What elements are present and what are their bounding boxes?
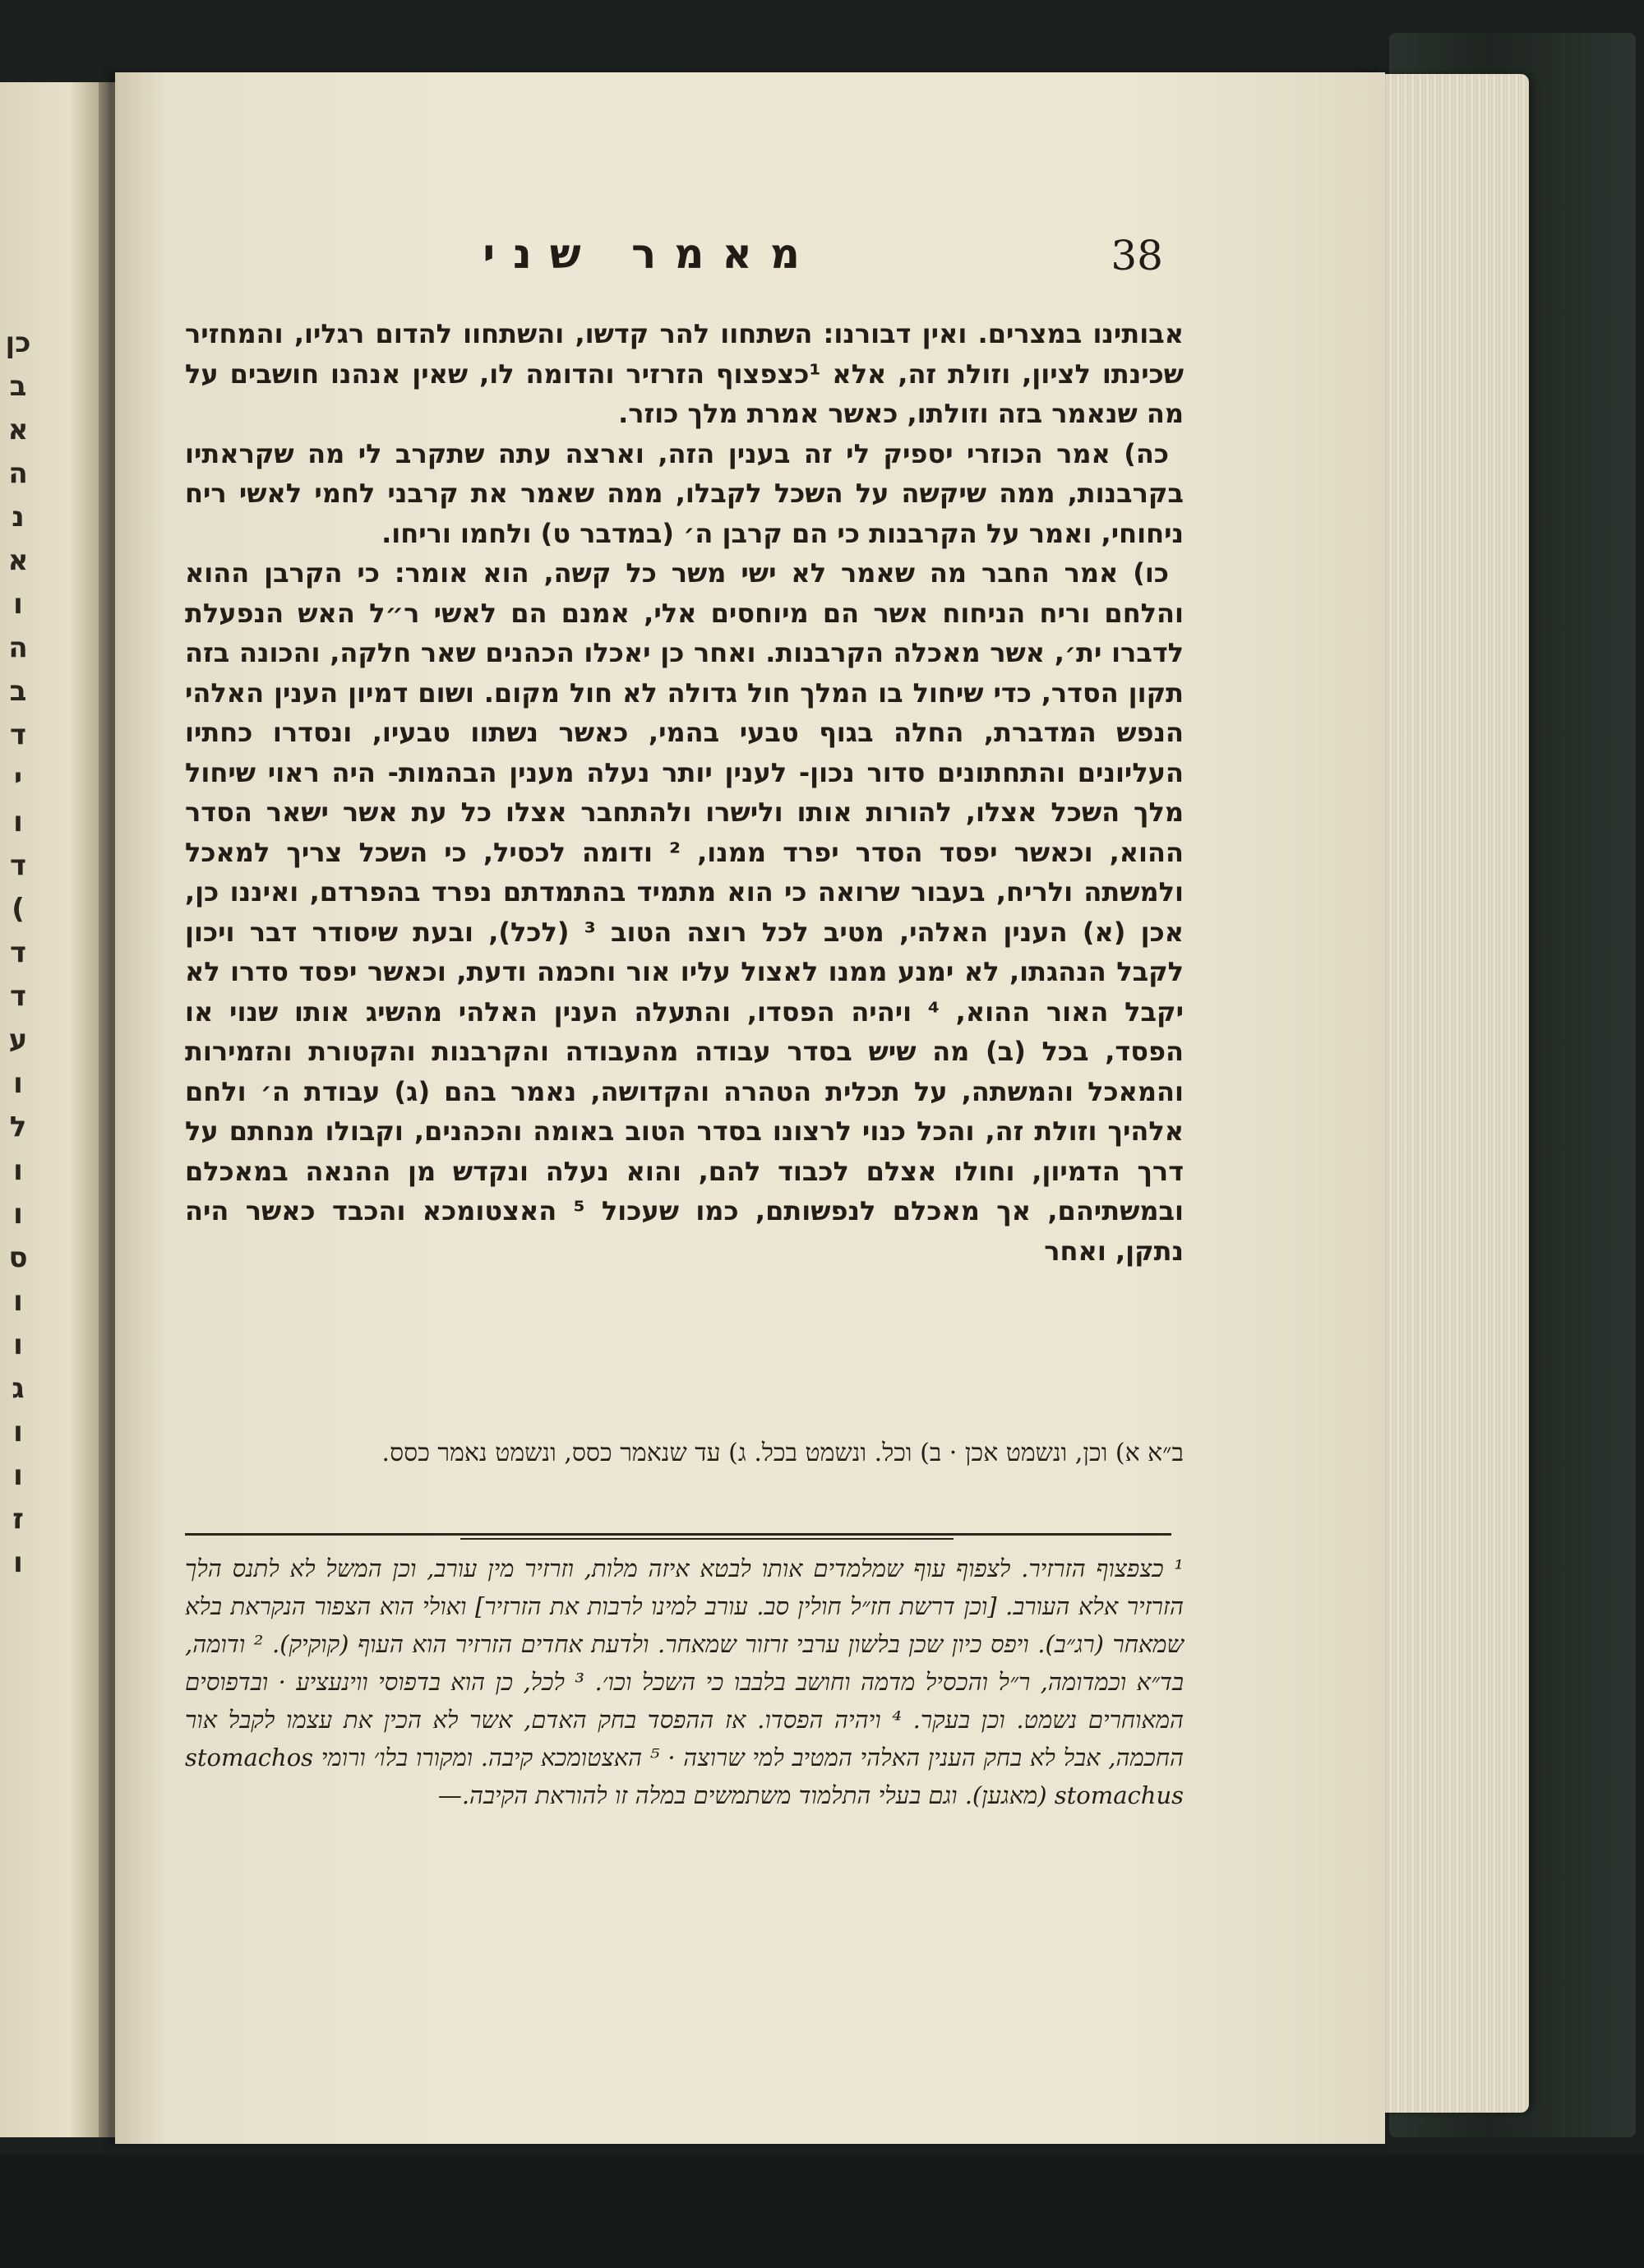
left-page-letter: ב xyxy=(9,370,27,403)
left-page-letter: ז xyxy=(12,1503,24,1536)
left-page-letter: ג xyxy=(12,1372,25,1405)
left-page-letter: ד xyxy=(10,849,26,882)
left-page-letter: א xyxy=(7,544,29,577)
left-page-letter: ו xyxy=(13,1546,23,1579)
paragraph: אבותינו במצרים. ואין דבורנו: השתחוו להר קדשו, והשתחוו להדום רגליו, והמחזיר שכינתו לציון, וזולת זה, אלא ¹כצפצוף הזרזיר והדומה לו, שאין אנהנו חושבים על מה שנאמר בזה וזולתו, כאשר אמרת מלך כוזר. xyxy=(185,318,1185,429)
left-page-letter: ל xyxy=(9,1111,27,1143)
left-page-letter: ו xyxy=(13,1154,23,1187)
left-page-letter: ( xyxy=(12,893,25,926)
page-header xyxy=(185,230,1163,296)
left-page-letter: ד xyxy=(10,980,26,1013)
left-page-letter: ד xyxy=(10,936,26,969)
left-page-letter: ה xyxy=(8,631,28,664)
left-page-letter: ע xyxy=(8,1023,28,1056)
left-page-letter: ו xyxy=(13,1459,23,1492)
left-page-letter: ס xyxy=(8,1241,28,1274)
footnote-divider-secondary xyxy=(460,1538,954,1540)
left-page-letter: א xyxy=(7,413,29,446)
paragraph: כה) אמר הכוזרי יספיק לי זה בענין הזה, וארצה עתה שתקרב לי מה שקראתיו בקרבנות, ממה שיקשה על השכל לקבלו, ממה שאמר את קרבני לחמי לאשי ריח ניחוחי, ואמר על הקרבנות כי הם קרבן ה׳ (במדבר ט) ולחמו וריחו. xyxy=(185,437,1184,549)
footnote: ¹ כצפצוף הזרזיר. לצפוף עוף שמלמדים אותו לבטא איזה מלות, וזרזיר מין עורב, וכן המשל לא לתנס הלך הזרזיר אלא העורב. [וכן דרשת חז״ל חולין סב. עורב למינו לרבות את הזרזיר] ואולי הוא הצפור הנקראת בלא שמאחר (רג״ב). ויפס כיון שכן בלשון ערבי זרזור שמאחר. ולדעת אחדים הזרזיר הוא העוף (קוקיק). ² ודומה, בד״א וכמדומה, ר״ל והכסיל מדמה וחושב בלבבו כי השכל וכו׳. ³ לכל, כן הוא בדפוסי ווינעציע · ובדפוסים המאוחרים נשמט. וכן בעקר. ⁴ ויהיה הפסדו. אז ההפסד בחק האדם, אשר לא הכין את עצמו לקבל אור החכמה, אבל לא בחק הענין האלהי המטיב למי שרוצה · ⁵ האצטומכא קיבה. ומקורו בלו׳ ורומי stomachos stomachus (מאגען). וגם בעלי התלמוד משתמשים במלה זו להוראת הקיבה.— xyxy=(185,1554,1185,1809)
left-page-letter: ד xyxy=(10,718,26,751)
paragraph: כו) אמר החבר מה שאמר לא ישי משר כל קשה, הוא אומר: כי הקרבן ההוא והלחם וריח הניחוח אשר הם מיוחסים אלי, אמנם הם לאשי ר״ל האש הנפעלת לדברו ית׳, אשר מאכלה הקרבנות. ואחר כן יאכלו הכהנים שאר חלקה, והכונה בזה תקון הסדר, כדי שיחול בו המלך חול גדולה לא חול מקום. ושום דמיון הענין האלהי הנפש המדברת, החלה בגוף טבעי בהמי, כאשר נשתוו טבעיו, ונסדרו כחתיו העליונים והתחתונים סדור נכון- לענין יותר נעלה מענין הבהמות- היה ראוי שיחול מלך השכל אצלו, להורות אותו ולישרו ולהתחבר אצלו כל עת אשר ישאר הסדר ההוא, וכאשר יפסד הסדר יפרד ממנו, ² ודומה לכסיל, כי השכל צריך למאכל ולמשתה ולריח, בעבור שרואה כי הוא מתמיד בהתמדתם נפרד בהפרדם, ואיננו כן, אכן (א) הענין האלהי, מטיב לכל רוצה הטוב ³ (לכל), ובעת שיסודר דבר ויכון לקבל הנהגתו, לא ימנע ממנו לאצול עליו אור וחכמה ודעת, וכאשר יפסד סדרו לא יקבל האור ההוא, ⁴ ויהיה הפסדו, והתעלה הענין האלהי מהשיג אותו שנוי או הפסד, בכל (ב) מה שיש בסדר עבודה מהעבודה והקרבנות והקטורת והזמירות והמאכל והמשתה, על תכלית הטהרה והקדושה, נאמר בהם (ג) עבודת ה׳ ולחם אלהיך וזולת זה, והכל כנוי לרצונו בסדר הטוב באומה והכהנים, וקבולו מנחתם על דרך הדמיון, וחולו אצלם לכבוד להם, והוא נעלה ונקדש מן ההנאה במאכלם ובמשתיהם, אך מאכלם לנפשותם, כמו שעכול ⁵ האצטומכא והכבד כאשר היה נתקן, ואחר xyxy=(185,557,1185,1267)
footnotes xyxy=(185,1550,1184,1814)
textual-variants: ב״א א) וכן, ונשמט אכן · ב) וכל. ונשמט בכל. ג) עד שנאמר כסס, ונשמט נאמר כסס. xyxy=(381,1439,1184,1467)
left-page-letter: כן xyxy=(5,326,31,359)
left-page-letter: ו xyxy=(13,1285,23,1318)
left-page-letter: ב xyxy=(9,675,27,708)
left-page-letter: נ xyxy=(12,501,25,534)
background xyxy=(0,2154,1644,2268)
left-page-letter: י xyxy=(13,762,22,795)
left-page-letter: ה xyxy=(8,457,28,490)
left-page-letter: ו xyxy=(13,1328,23,1361)
left-page-letter: ו xyxy=(13,1067,23,1100)
left-page-letter: ו xyxy=(13,1198,23,1231)
page-title: מאמר שני xyxy=(483,230,818,278)
left-page-letter: ו xyxy=(13,588,23,621)
body-text xyxy=(185,314,1184,1271)
left-facing-page xyxy=(0,82,99,2137)
page-number: 38 xyxy=(1111,232,1163,279)
footnote-divider xyxy=(185,1533,1171,1536)
left-page-letter: ו xyxy=(13,806,23,838)
left-page-letter: ו xyxy=(13,1416,23,1448)
